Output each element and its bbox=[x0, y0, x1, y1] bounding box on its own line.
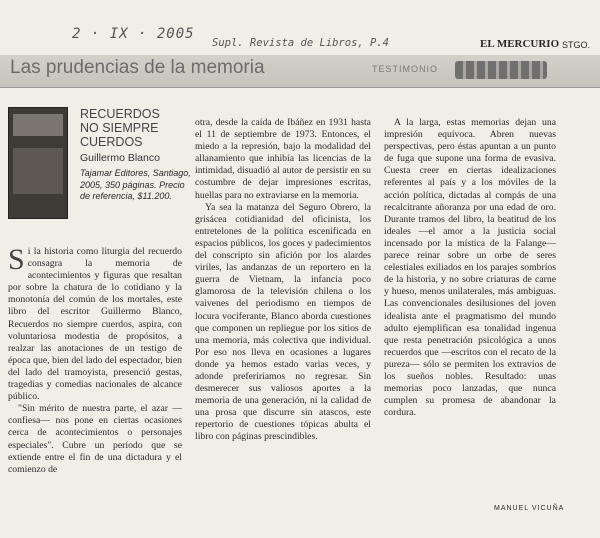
book-details: Tajamar Editores, Santiago, 2005, 350 páginas. Precio de referencia, $11.200. bbox=[80, 168, 191, 201]
section-header-bar bbox=[0, 55, 600, 88]
drop-cap: S bbox=[8, 243, 25, 276]
book-author: Guillermo Blanco bbox=[80, 152, 160, 164]
article-paragraph: A la larga, estas memorias dejan una impresión equívoca. Abren nuevas perspectivas, pero éstas apuntan a un punto de fuga que supone una forma de evasiva. Cuesta creer en ciertas idealizaciones referentes al país y a los móviles de la acción política, dictadas al compás de una recalcitrante añoranza por una edad de oro. Durante tramos del libro, la beatitud de los ideales —el amor a la justicia social incensado por la mística de la Falange— parece reinar sobre un orbe de seres celestiales exiliados en los parajes sombríos de la historia, y no sobre criaturas de carne y hueso, menos unilaterales, más ambiguas. Las convencionales desilusiones del joven idealista ante el pragmatismo del mundo adulto ejemplifican esa tonalidad ingenua que resta penetración psicológica a unos recuerdos que —escritos con el recato de la pureza— sólo se permiten los extravíos de los sueños nobles. Resultado: unas memorias poco lanzadas, que nunca cumplen su promesa de abandonar la cordura. bbox=[384, 117, 556, 419]
article-paragraph: Ya sea la matanza del Seguro Obrero, la grisácea cotidianidad del oficinista, los entretelones de la política escenificada en espacios públicos, los goces y padecimientos del conscripto sin afición por los alardes viriles, las andanzas de un reportero en la guerra de Vietnam, la infancia poco glamorosa de la televisión chilena o los vaivenes del periodismo en tiempos de locura vociferante, Blanco aborda cuestiones que componen un repliegue por los sitios de una memoria, más colectiva que individual. Por eso nos lleva en ocasiones a lugares donde ya hemos estado varias veces, y adonde preferiríamos no regresar. Sin desmerecer sus valiosos aportes a la memoria de una generación, ni la calidad de una prosa que discurre sin atascos, este repertorio de cuestiones tópicas abulta el libro con páginas prescindibles. bbox=[195, 201, 371, 443]
section-tag: TESTIMONIO bbox=[372, 64, 438, 74]
handwritten-date: 2 · IX · 2005 bbox=[72, 26, 195, 42]
article-column-1 bbox=[8, 243, 182, 476]
article-paragraph: "Sin mérito de nuestra parte, el azar —confiesa— nos pone en ciertas ocasiones cerca de acontecimientos o personajes especiales". Cubre un período que se extiende entre el fin de una dictadura y el comienzo de bbox=[8, 403, 182, 475]
author-byline: MANUEL VICUÑA bbox=[494, 505, 565, 512]
city-note: STGO. bbox=[562, 40, 591, 50]
article-column-3 bbox=[384, 117, 556, 419]
book-cover-image bbox=[8, 107, 68, 219]
article-paragraph: Si la historia como liturgia del recuerdo consagra la memoria de acontecimientos y figuras que resaltan por sobre la chatura de lo cotidiano y la monotonía del común de los mortales, este libro del escritor Guillermo Blanco, Recuerdos no siempre cuerdos, aspira, con voluntariosa modestia de propósitos, a realzar las anotaciones de un testigo de época que, bien del lado del espectador, bien del lado del tramoyista, presenció gestas, tragedias y comedias nacionales de alcance público. bbox=[8, 243, 182, 403]
article-column-2 bbox=[195, 117, 371, 444]
newspaper-name: EL MERCURIO bbox=[480, 38, 560, 50]
rating-icons bbox=[455, 61, 547, 79]
book-title: RECUERDOS NO SIEMPRE CUERDOS bbox=[80, 107, 160, 149]
section-title: Las prudencias de la memoria bbox=[10, 57, 265, 78]
handwritten-source: Supl. Revista de Libros, P.4 bbox=[212, 37, 390, 49]
article-paragraph: otra, desde la caída de Ibáñez en 1931 hasta el 11 de septiembre de 1973. Entonces, el miedo a la represión, bajo la modalidad del allanamiento que inhibía las licencias de la intimidad, disuadió al autor de persistir en su costumbre de dejar impresiones escritas, huellas para no extraviarse en la memoria. bbox=[195, 117, 371, 201]
